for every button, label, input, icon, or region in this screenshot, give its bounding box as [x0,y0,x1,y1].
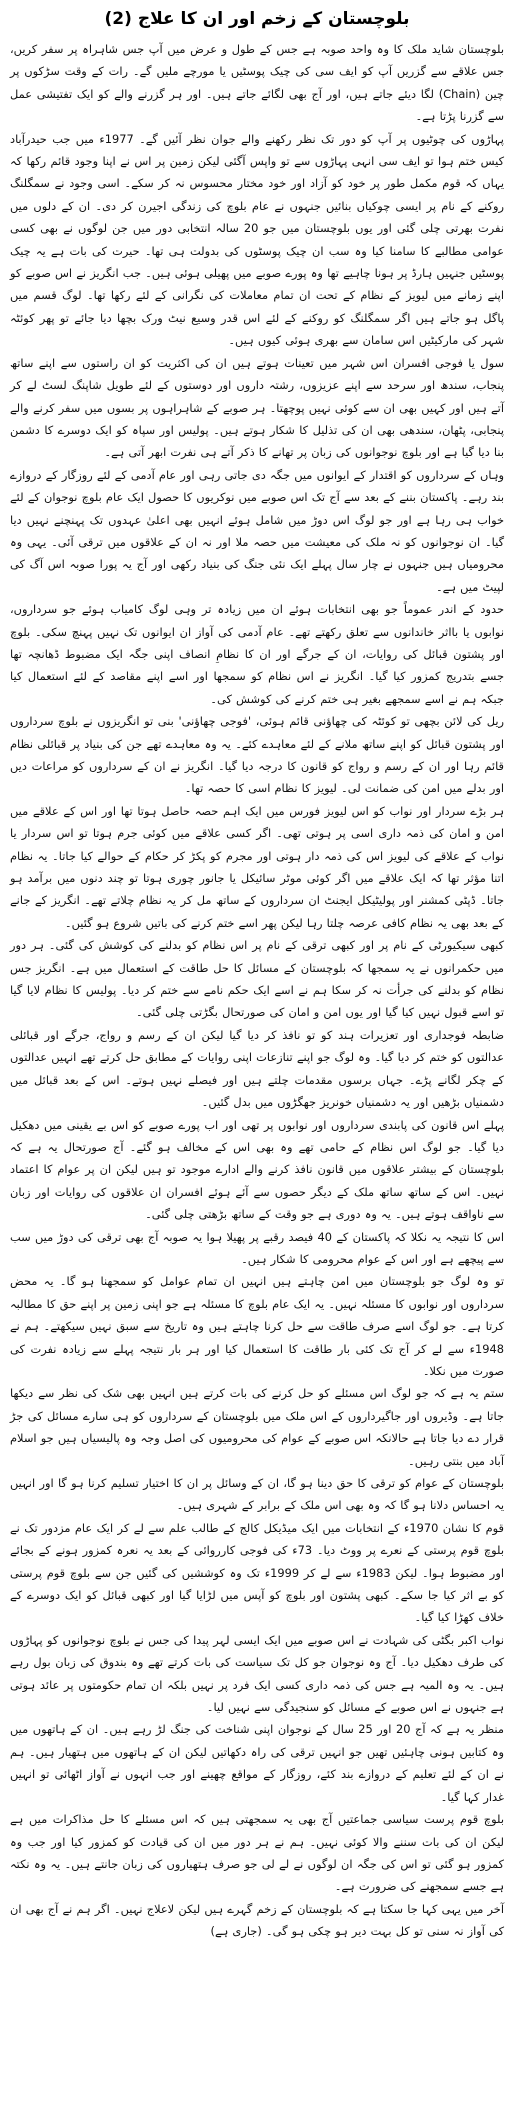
article-paragraph: قوم کا نشان 1970ء کے انتخابات میں ایک میڈیکل کالج کے طالب علم سے لے کر ایک عام مزدور تک نے بلوچ قوم پرستی کے نعرے پر ووٹ دیا۔ 73ء کی فوجی کارروائی کے بعد یہ نعرہ کمزور ہونے کے بجائے اور مضبوط ہوا۔ لیکن 1983ء سے لے کر 1999ء تک وہ کوششیں کی گئیں جن سے بلوچ قوم پرستی کو بے اثر کیا جا سکے۔ کبھی پشتون اور بلوچ کو آپس میں لڑایا گیا اور کبھی قبائل کو ایک دوسرے کے خلاف کھڑا کیا گیا۔ [10,1520,504,1625]
article-paragraph: وہاں کے سرداروں کو اقتدار کے ایوانوں میں جگہ دی جاتی رہی اور عام آدمی کے لئے روزگار کے دروازے بند رہے۔ پاکستان بننے کے بعد سے آج تک اس صوبے میں نوکریوں کا حصول ایک عام بلوچ نوجوان کے لئے خواب ہی رہا ہے اور جو لوگ اس دوڑ میں شامل ہوئے انہیں بھی اعلیٰ عہدوں تک پہنچنے نہیں دیا گیا۔ ان نوجوانوں کو نہ ملک کی معیشت میں حصہ ملا اور نہ ان کے علاقوں میں ترقی آئی۔ یہی وہ محرومیاں ہیں جنہوں نے چار سال پہلے ایک نئی جنگ کی بنیاد رکھی اور آج یہ پورا صوبہ اس آگ کی لپیٹ میں ہے۔ [10,467,504,594]
article-body [10,38,504,1943]
article-paragraph: ہر بڑے سردار اور نواب کو اس لیویز فورس میں ایک اہم حصہ حاصل ہوتا تھا اور اس کے علاقے میں امن و امان کی ذمہ داری اسی پر ہوتی تھی۔ اگر کسی علاقے میں کوئی جرم ہوتا تو اس سردار یا نواب کے علاقے کی لیویز اس کی ذمہ دار ہوتی اور مجرم کو پکڑ کر حکام کے حوالے کیا جاتا۔ یہ نظام اتنا مؤثر تھا کہ ایک علاقے میں اگر کوئی موٹر سائیکل یا جانور چوری ہوتا تو چند دنوں میں برآمد ہو جاتا۔ ڈپٹی کمشنر اور پولیٹیکل ایجنٹ ان سرداروں کے ساتھ مل کر یہ نظام چلاتے تھے۔ انگریز کے جانے کے بعد بھی یہ نظام کافی عرصہ چلتا رہا لیکن پھر اسے ختم کرنے کی باتیں شروع ہو گئیں۔ [10,803,504,930]
article-paragraph: سول یا فوجی افسران اس شہر میں تعینات ہوتے ہیں ان کی اکثریت کو ان راستوں سے اپنے ساتھ پنجاب، سندھ اور سرحد سے اپنے عزیزوں، رشتہ داروں اور دوستوں کے لئے طویل شاپنگ لسٹ لے کر آتے ہیں اور کہیں بھی ان سے کوئی نہیں پوچھتا۔ ہر صوبے کے شاہراہوں پر بسوں میں سفر کرنے والے پنجابی، پٹھان، سندھی بھی ان کی تذلیل کا شکار ہوتے ہیں۔ پولیس اور سپاہ کو ایک دوسرے کا دشمن بنا دیا گیا ہے اور بلوچ نوجوانوں کی زبان پر تھانے کا ذکر آتے ہی نفرت ابھر آتی ہے۔ [10,355,504,460]
article-paragraph: ریل کی لائن بچھی تو کوئٹہ کی چھاؤنی قائم ہوئی، 'فوجی چھاؤنی' بنی تو انگریزوں نے بلوچ سرداروں اور پشتون قبائل کو اپنے ساتھ ملانے کے لئے معاہدے کئے۔ یہ وہ معاہدے تھے جن کی بنیاد پر قبائلی نظام قائم رہا اور ان کے رسم و رواج کو قانون کا درجہ دیا گیا۔ انگریز نے ان کے سرداروں کو مراعات دیں اور بدلے میں امن کی ضمانت لی۔ لیویز کا نظام اسی کا حصہ تھا۔ [10,714,504,796]
article-paragraph: نواب اکبر بگٹی کی شہادت نے اس صوبے میں ایک ایسی لہر پیدا کی جس نے بلوچ نوجوانوں کو پہاڑوں کی طرف دھکیل دیا۔ آج وہ نوجوان جو کل تک سیاست کی بات کرتے تھے وہ بندوق کی زبان بول رہے ہیں۔ یہ وہ المیہ ہے جس کی ذمہ داری کسی ایک فرد پر نہیں بلکہ ان تمام حکومتوں پر عائد ہوتی ہے جنہوں نے اس صوبے کے مسائل کو سنجیدگی سے نہیں لیا۔ [10,1632,504,1715]
article-paragraph: بلوچستان کے عوام کو ترقی کا حق دینا ہو گا، ان کے وسائل پر ان کا اختیار تسلیم کرنا ہو گا اور انہیں یہ احساس دلانا ہو گا کہ وہ بھی اس ملک کے برابر کے شہری ہیں۔ [10,1476,504,1513]
article-title: بلوچستان کے زخم اور ان کا علاج (2) [104,9,410,29]
article-paragraph: پہلے اس قانون کی پابندی سرداروں اور نوابوں پر تھی اور اب پورے صوبے کو اس بے یقینی میں دھکیل دیا گیا۔ جو لوگ اس نظام کے حامی تھے وہ بھی اس کے مخالف ہو گئے۔ آج صورتحال یہ ہے کہ بلوچستان کے بیشتر علاقوں میں قانون نافذ کرنے والے ادارے موجود تو ہیں لیکن ان پر عوام کا اعتماد نہیں۔ اس کے ساتھ ساتھ ملک کے دیگر حصوں سے آئے ہوئے افسران ان علاقوں کی روایات اور زبان سے ناواقف ہوتے ہیں۔ یہ وہ دوری ہے جو وقت کے ساتھ بڑھتی چلی گئی۔ [10,1117,504,1222]
article-paragraph: کبھی سیکیورٹی کے نام پر اور کبھی ترقی کے نام پر اس نظام کو بدلنے کی کوشش کی گئی۔ ہر دور میں حکمرانوں نے یہ سمجھا کہ بلوچستان کے مسائل کا حل طاقت کے استعمال میں ہے۔ انگریز جس نظام کو بدلنے کی جرأت نہ کر سکا ہم نے اسے ایک حکم نامے سے ختم کر دیا۔ پولیس کا نظام لایا گیا تو اسے قبول نہیں کیا گیا اور یوں امن و امان کی صورتحال بگڑتی چلی گئی۔ [10,938,504,1020]
article-paragraph: ستم یہ ہے کہ جو لوگ اس مسئلے کو حل کرنے کی بات کرتے ہیں انہیں بھی شک کی نظر سے دیکھا جاتا ہے۔ وڈیروں اور جاگیرداروں کے اس ملک میں بلوچستان کے سرداروں کو ہی سارے مسائل کی جڑ قرار دے دیا جاتا ہے حالانکہ اس صوبے کے عوام کی محرومیوں کی اصل وجہ وہ پالیسیاں ہیں جو اسلام آباد میں بنتی رہیں۔ [10,1386,504,1468]
article-paragraph: اس کا نتیجہ یہ نکلا کہ پاکستان کے 40 فیصد رقبے پر پھیلا ہوا یہ صوبہ آج بھی ترقی کی دوڑ میں سب سے پیچھے ہے اور اس کے عوام محرومی کا شکار ہیں۔ [10,1229,504,1266]
article-paragraph: ضابطہ فوجداری اور تعزیرات ہند کو تو نافذ کر دیا گیا لیکن ان کے رسم و رواج، جرگے اور قبائلی عدالتوں کو ختم کر دیا گیا۔ وہ لوگ جو اپنے تنازعات اپنی روایات کے مطابق حل کرتے تھے انہیں عدالتوں کے چکر لگانے پڑے۔ جہاں برسوں مقدمات چلتے ہیں اور فیصلے نہیں ہوتے۔ اس کے بعد قبائل میں دشمنیاں بڑھیں اور یہ دشمنیاں خونریز جھگڑوں میں بدل گئیں۔ [10,1027,504,1110]
article-paragraph: بلوچ قوم پرست سیاسی جماعتیں آج بھی یہ سمجھتی ہیں کہ اس مسئلے کا حل مذاکرات میں ہے لیکن ان کی بات سننے والا کوئی نہیں۔ ہم نے ہر دور میں ان کی قیادت کو کمزور کیا اور جب وہ کمزور ہو گئی تو اس کی جگہ ان لوگوں نے لے لی جو صرف ہتھیاروں کی زبان جانتے ہیں۔ یہ وہ نکتہ ہے جسے سمجھنے کی ضرورت ہے۔ [10,1812,504,1894]
article-paragraph: بلوچستان شاید ملک کا وہ واحد صوبہ ہے جس کے طول و عرض میں آپ جس شاہراہ پر سفر کریں، جس علاقے سے گزریں آپ کو ایف سی کی چیک پوسٹیں یا مورچے ملیں گے۔ رات کے وقت سڑکوں پر چین (Chain) لگا دیئے جاتے ہیں، اور آج بھی لگائے جاتے ہیں۔ اور ہر گزرنے والے کو ایک تفتیشی عمل سے گزرنا پڑتا ہے۔ [10,42,504,124]
article-paragraph: منظر یہ ہے کہ آج 20 اور 25 سال کے نوجوان اپنی شناخت کی جنگ لڑ رہے ہیں۔ ان کے ہاتھوں میں وہ کتابیں ہونی چاہئیں تھیں جو انہیں ترقی کی راہ دکھاتیں لیکن ان کے ہاتھوں میں ہتھیار ہیں۔ ہم نے ان کے لئے تعلیم کے دروازے بند کئے، روزگار کے مواقع چھینے اور جب انہوں نے آواز اٹھائی تو انہیں غدار کہا گیا۔ [10,1722,504,1804]
article-paragraph: پہاڑوں کی چوٹیوں پر آپ کو دور تک نظر رکھنے والے جوان نظر آئیں گے۔ 1977ء میں جب حیدرآباد کیس ختم ہوا تو ایف سی انہی پہاڑوں سے تو واپس آگئی لیکن زمین پر اس نے اپنا وجود قائم رکھا کہ یہاں کہ قوم مکمل طور پر خود کو آزاد اور خود مختار محسوس نہ کر سکے۔ اسی وجود نے سمگلنگ روکنے کے نام پر ایسی چوکیاں بنائیں جنہوں نے عام بلوچ کی زندگی اجیرن کر دی۔ ان کے دلوں میں نفرت بھرتی چلی گئی اور یوں بلوچستان میں جو 20 سالہ انتخابی دور میں جن لوگوں نے بھی کسی عوامی مطالبے کا سامنا کیا وہ سب ان چیک پوسٹوں کی بدولت ہی تھا۔ حیرت کی بات ہے یہ چیک پوسٹیں جنہیں ہارڈ پر ہونا چاہیے تھا وہ پورے صوبے میں پھیلی ہوئی ہیں۔ جب انگریز نے اس صوبے کو اپنے زمانے میں لیویز کے نظام کے تحت ان تمام معاملات کی نگرانی کے لئے رکھا تھا۔ لوگ قسم میں پاگل ہو جاتے ہیں اگر سمگلنگ کو روکنے کے لئے اس قدر وسیع نیٹ ورک بچھا دیا جائے تو پھر کوئٹہ شہر کی مارکیٹیں اس سامان سے بھری ہوئی کیوں ہیں۔ [10,131,504,348]
article-paragraph: آخر میں یہی کہا جا سکتا ہے کہ بلوچستان کے زخم گہرے ہیں لیکن لاعلاج نہیں۔ اگر ہم نے آج بھی ان کی آواز نہ سنی تو کل بہت دیر ہو چکی ہو گی۔ (جاری ہے) [10,1901,504,1939]
article-paragraph: حدود کے اندر عموماً جو بھی انتخابات ہوئے ان میں زیادہ تر وہی لوگ کامیاب ہوئے جو سرداروں، نوابوں یا بااثر خاندانوں سے تعلق رکھتے تھے۔ عام آدمی کی آواز ان ایوانوں تک نہیں پہنچ سکی۔ بلوچ اور پشتون قبائل کی روایات، ان کے جرگے اور ان کا نظامِ انصاف اپنی جگہ ایک مضبوط ڈھانچہ تھا جسے بتدریج کمزور کیا گیا۔ انگریز نے اس نظام کو سمجھا اور اسے اپنے مقاصد کے لئے استعمال کیا جبکہ ہم نے اسے سمجھے بغیر ہی ختم کرنے کی کوشش کی۔ [10,602,504,706]
article-paragraph: تو وہ لوگ جو بلوچستان میں امن چاہتے ہیں انہیں ان تمام عوامل کو سمجھنا ہو گا۔ یہ محض سرداروں اور نوابوں کا مسئلہ نہیں۔ یہ ایک عام بلوچ کا مسئلہ ہے جو اپنی زمین پر اپنے حق کا مطالبہ کرتا ہے۔ جو لوگ اسے صرف طاقت سے حل کرنا چاہتے ہیں وہ تاریخ سے سبق نہیں سیکھتے۔ ہم نے 1948ء سے لے کر آج تک کئی بار طاقت کا استعمال کیا اور ہر بار نتیجہ پہلے سے زیادہ نفرت کی صورت میں نکلا۔ [10,1274,504,1378]
